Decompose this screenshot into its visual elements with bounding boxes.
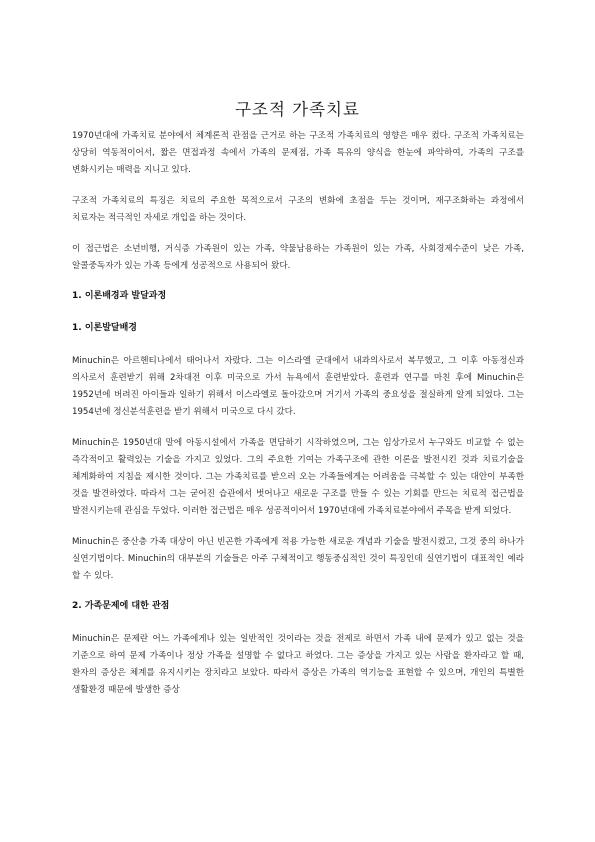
body-paragraph: Minuchin은 아르헨티나에서 태어나서 자랐다. 그는 이스라엘 군대에서 내과의사로서 복무했고, 그 이후 아동정신과 의사로서 훈련받기 위해 2차대전 이후 미국으로 가서 뉴욕에서 훈련받았다. 훈련과 연구를 마친 후에 Minuchin은 1952년에 버려진 아이들과 일하기 위해서 이스라엘로 돌아갔으며 거기서 가족의 중요성을 절실하게 알게 되었다. 그는 1954년에 정신분석훈련을 받기 위해서 미국으로 다시 갔다. [72,356,524,417]
section-heading: 2. 가족문제에 대한 관점 [72,601,170,611]
intro-paragraph: 1970년대에 가족치료 분야에서 체계론적 관점을 근거로 하는 구조적 가족치료의 영향은 매우 컸다. 구조적 가족치료는 상당히 역동적이어서, 짧은 면접과정 속에서 가족의 문제점, 가족 특유의 양식을 한눈에 파악하여, 가족의 구조를 변화시키는 매력을 지니고 있다. [72,131,524,175]
document-title: 구조적 가족치료 [235,100,360,119]
intro-paragraph: 이 접근법은 소년비행, 거식증 가족원이 있는 가족, 약물남용하는 가족원이 있는 가족, 사회경제수준이 낮은 가족, 알콜중독자가 있는 가족 등에게 성공적으로 사용되어 왔다. [72,244,524,271]
intro-paragraph: 구조적 가족치료의 특징은 치료의 주요한 목적으로서 구조의 변화에 초점을 두는 것이며, 재구조화하는 과정에서 치료자는 적극적인 자세로 개입을 하는 것이다. [72,196,524,223]
document-body [72,128,524,713]
body-paragraph: Minuchin은 중산층 가족 대상이 아닌 빈곤한 가족에게 적용 가능한 새로운 개념과 기술을 발전시켰고, 그것 중의 하나가 실연기법이다. Minuchin의 대부분의 기술들은 아주 구체적이고 행동중심적인 것이 특징인데 실연기법이 대표적인 예라 할 수 있다. [72,537,524,581]
body-paragraph: Minuchin은 1950년대 말에 아동시설에서 가족을 면담하기 시작하였으며, 그는 임상가로서 누구와도 비교할 수 없는 즉각적이고 활력있는 기술을 가지고 있었다. 그의 주요한 기여는 가족구조에 관한 이론을 발전시킨 것과 치료기술을 체계화하여 지침을 제시한 것이다. 그는 가족치료를 받으러 오는 가족들에게는 어려움을 극복할 수 있는 대안이 부족한 것을 발견하였다. 따라서 그는 굳어진 습관에서 벗어나고 새로운 구조를 만들 수 있는 기회를 만드는 치료적 접근법을 발전시키는데 관심을 두었다. 이러한 접근법은 매우 성공적이어서 1970년대에 가족치료분야에서 주목을 받게 되었다. [72,438,524,516]
body-paragraph: Minuchin은 문제란 어느 가족에게나 있는 일반적인 것이라는 것을 전제로 하면서 가족 내에 문제가 있고 없는 것을 기준으로 하여 문제 가족이나 정상 가족을 설명할 수 없다고 하였다. 그는 증상을 가지고 있는 사람을 환자라고 할 때, 환자의 증상은 체계를 유지시키는 장치라고 보았다. 따라서 증상은 가족의 역기능을 표현할 수 있으며, 개인의 특별한 생활환경 때문에 발생한 증상 [72,634,524,695]
subsection-heading: 1. 이론발달배경 [72,323,137,333]
section-heading: 1. 이론배경과 발달과정 [72,291,167,301]
